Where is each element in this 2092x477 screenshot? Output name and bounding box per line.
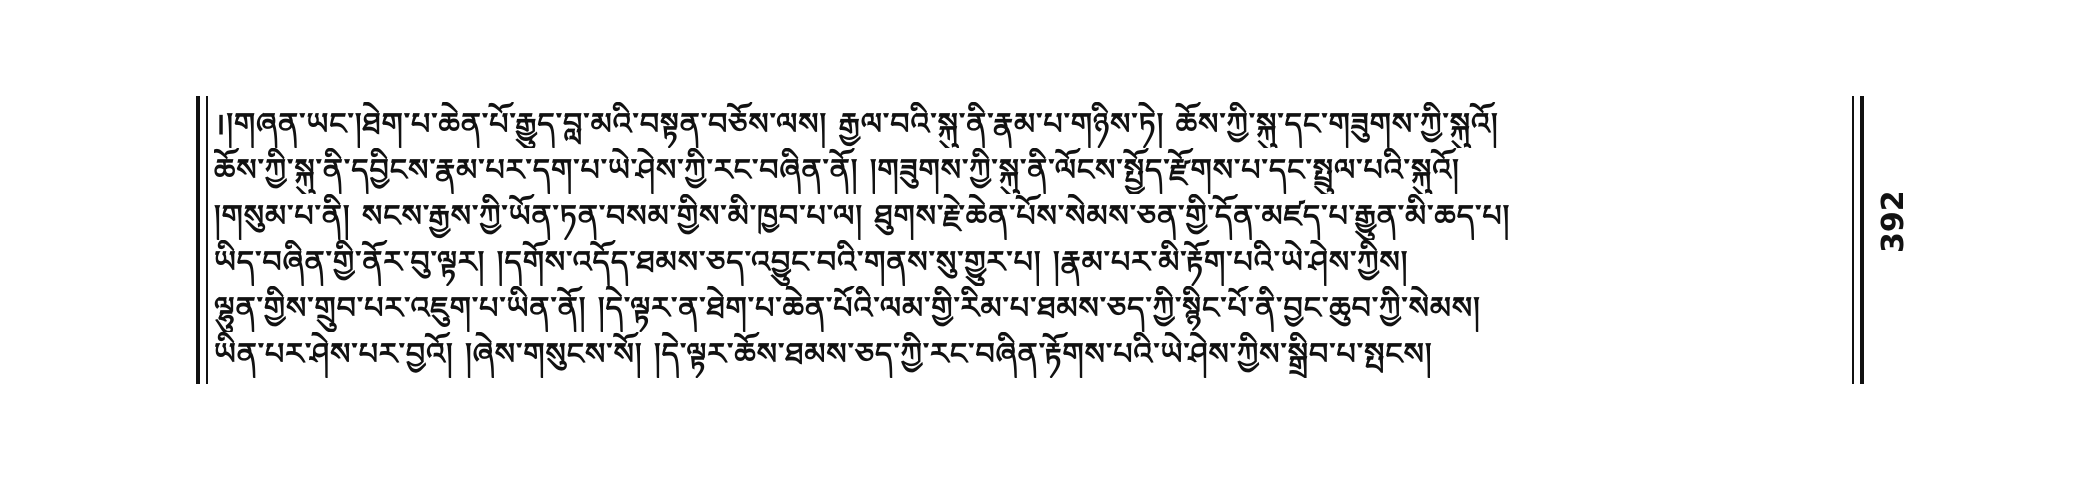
- text-line-4: ཡིད་བཞིན་གྱི་ནོར་བུ་ལྟར། །དགོས་འདོད་ཐམས་ཅད་འབྱུང་བའི་གནས་སུ་གྱུར་པ། །རྣམ་པར་མི་རྟོག་པའི་ཡེ་ཤེས་ཀྱིས།: [214, 245, 1409, 280]
- text-line-3: །གསུམ་པ་ནི། སངས་རྒྱས་ཀྱི་ཡོན་ཏན་བསམ་གྱིས་མི་ཁྱབ་པ་ལ། ཐུགས་རྗེ་ཆེན་པོས་སེམས་ཅན་གྱི་དོན་མཛད་པ་རྒྱུན་མི་ཆད་པ།: [214, 199, 1511, 234]
- text-line-2: ཆོས་ཀྱི་སྐུ་ནི་དབྱིངས་རྣམ་པར་དག་པ་ཡེ་ཤེས་ཀྱི་རང་བཞིན་ནོ། །གཟུགས་ཀྱི་སྐུ་ནི་ལོངས་སྤྱོད་རྫོགས་པ་དང་སྤྲུལ་པའི་སྐུའོ།: [214, 153, 1460, 188]
- right-margin-rule-inner: [1852, 96, 1854, 384]
- left-margin-rule-inner: [206, 96, 208, 384]
- text-line-6: ཡིན་པར་ཤེས་པར་བྱའོ། །ཞེས་གསུངས་སོ། །དེ་ལྟར་ཆོས་ཐམས་ཅད་ཀྱི་རང་བཞིན་རྟོགས་པའི་ཡེ་ཤེས་ཀྱིས་སྒྲིབ་པ་སྤངས།: [214, 337, 1433, 372]
- right-margin-rule-outer: [1860, 96, 1864, 384]
- text-line-5: ལྷུན་གྱིས་གྲུབ་པར་འཇུག་པ་ཡིན་ནོ། །དེ་ལྟར་ན་ཐེག་པ་ཆེན་པོའི་ལམ་གྱི་རིམ་པ་ཐམས་ཅད་ཀྱི་སྙིང་པོ་ནི་བྱང་ཆུབ་ཀྱི་སེམས།: [214, 291, 1481, 326]
- folio-number: 392: [1876, 190, 1911, 254]
- text-frame: [196, 96, 1864, 384]
- left-margin-rule-outer: [196, 96, 200, 384]
- text-line-1: ।།གཞན་ཡང་།ཐེག་པ་ཆེན་པོ་རྒྱུད་བླ་མའི་བསྟན་བཅོས་ལས། རྒྱལ་བའི་སྐུ་ནི་རྣམ་པ་གཉིས་ཏེ། ཆོས་ཀྱི་སྐུ་དང་གཟུགས་ཀྱི་སྐུའོ།: [214, 107, 1499, 142]
- tibetan-text-block: [214, 102, 1838, 378]
